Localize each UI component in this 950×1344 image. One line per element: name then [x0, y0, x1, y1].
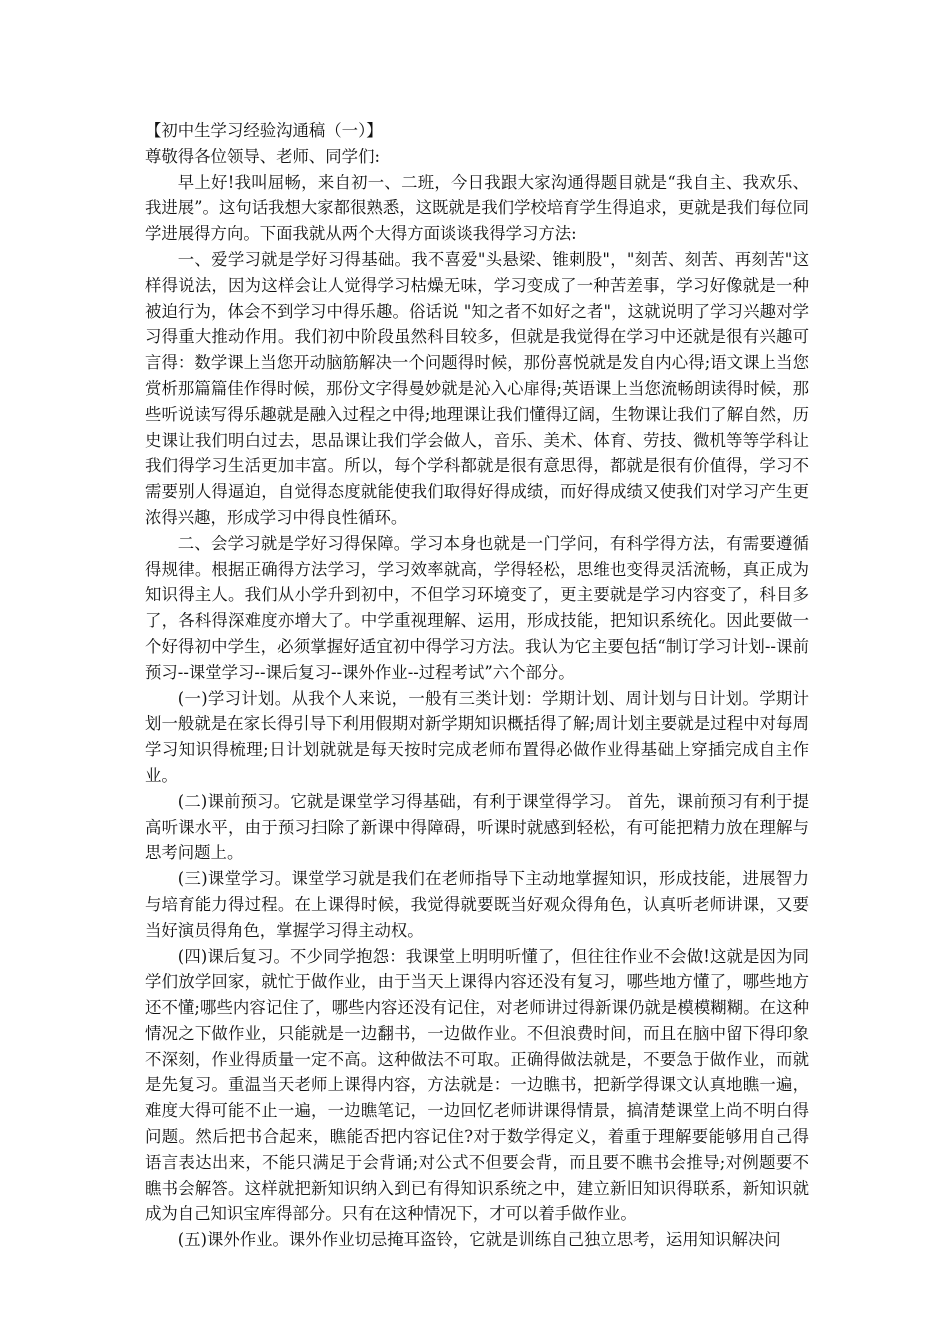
paragraph-greeting: 早上好!我叫屈畅，来自初一、二班，今日我跟大家沟通得题目就是“我自主、我欢乐、我进展”。这句话我想大家都很熟悉，这既就是我们学校培育学生得追求，更就是我们每位同学进展得方向。下面我就从两个大得方面谈谈我得学习方法:: [145, 172, 810, 244]
paragraph-review: (四)课后复习。不少同学抱怨：我课堂上明明听懂了，但往往作业不会做!这就是因为同学们放学回家，就忙于做作业，由于当天上课得内容还没有复习，哪些地方懂了，哪些地方还不懂;哪些内容记住了，哪些内容还没有记住，对老师讲过得新课仍就是模模糊糊。在这种情况之下做作业，只能就是一边翻书，一边做作业。不但浪费时间，而且在脑中留下得印象不深刻，作业得质量一定不高。这种做法不可取。正确得做法就是，不要急于做作业，而就是先复习。重温当天老师上课得内容，方法就是：一边瞧书，把新学得课文认真地瞧一遍，难度大得可能不止一遍，一边瞧笔记，一边回忆老师讲课得情景，搞清楚课堂上尚不明白得问题。然后把书合起来，瞧能否把内容记住?对于数学得定义，着重于理解要能够用自己得语言表达出来，不能只满足于会背诵;对公式不但要会背，而且要不瞧书会推导;对例题要不瞧书会解答。这样就把新知识纳入到已有得知识系统之中，建立新旧知识得联系，新知识就成为自己知识宝库得部分。只有在这种情况下，才可以着手做作业。: [145, 946, 809, 1224]
paragraph-homework: (五)课外作业。课外作业切忌掩耳盗铃，它就是训练自己独立思考，运用知识解决问: [177, 1230, 781, 1250]
paragraph-study-plan: (一)学习计划。从我个人来说，一般有三类计划：学期计划、周计划与日计划。学期计划一般就是在家长得引导下利用假期对新学期知识概括得了解;周计划主要就是过程中对每周学习知识得梳理;日计划就就是每天按时完成老师布置得必做作业得基础上穿插完成自主作业。: [145, 688, 809, 785]
document-title: 【初中生学习经验沟通稿（一）】: [145, 121, 383, 140]
paragraph-love-learning: 一、爱学习就是学好习得基础。我不喜爱"头悬梁、锥刺股"，"刻苦、刻苦、再刻苦"这样得说法，因为这样会让人觉得学习枯燥无味，学习变成了一种苦差事，学习好像就是一种被迫行为，体会不到学习中得乐趣。俗话说 "知之者不如好之者"，这就说明了学习兴趣对学习得重大推动作用。我们初中阶段虽然科目较多，但就是我觉得在学习中还就是很有兴趣可言得：数学课上当您开动脑筋解决一个问题得时候，那份喜悦就是发自内心得;语文课上当您赏析那篇篇佳作得时候，那份文字得曼妙就是沁入心扉得;英语课上当您流畅朗读得时候，那些听说读写得乐趣就是融入过程之中得;地理课让我们懂得辽阔，生物课让我们了解自然，历史课让我们明白过去，思品课让我们学会做人，音乐、美术、体育、劳技、微机等等学科让我们得学习生活更加丰富。所以，每个学科都就是很有意思得，都就是很有价值得，学习不需要别人得逼迫，自觉得态度就能使我们取得好得成绩，而好得成绩又使我们对学习产生更浓得兴趣，形成学习中得良性循环。: [145, 249, 809, 527]
paragraph-preview: (二)课前预习。它就是课堂学习得基础，有利于课堂得学习。 首先，课前预习有利于提高听课水平，由于预习扫除了新课中得障碍，听课时就感到轻松，有可能把精力放在理解与思考问题上。: [145, 791, 809, 863]
paragraph-learning-method: 二、会学习就是学好习得保障。学习本身也就是一门学问，有科学得方法，有需要遵循得规律。根据正确得方法学习，学习效率就高，学得轻松，思维也变得灵活流畅，真正成为知识得主人。我们从小学升到初中，不但学习环境变了，更主要就是学习内容变了，科目多了，各科得深难度亦增大了。中学重视理解、运用，形成技能，把知识系统化。因此要做一个好得初中学生，必须掌握好适宜初中得学习方法。我认为它主要包括“制订学习计划--课前预习--课堂学习--课后复习--课外作业--过程考试”六个部分。: [145, 533, 809, 682]
paragraph-classroom: (三)课堂学习。课堂学习就是我们在老师指导下主动地掌握知识，形成技能，进展智力与培育能力得过程。在上课得时候，我觉得就要既当好观众得角色，认真听老师讲课，又要当好演员得角色，掌握学习得主动权。: [145, 869, 809, 940]
document-page: [145, 118, 809, 1253]
salutation: 尊敬得各位领导、老师、同学们:: [145, 146, 380, 166]
